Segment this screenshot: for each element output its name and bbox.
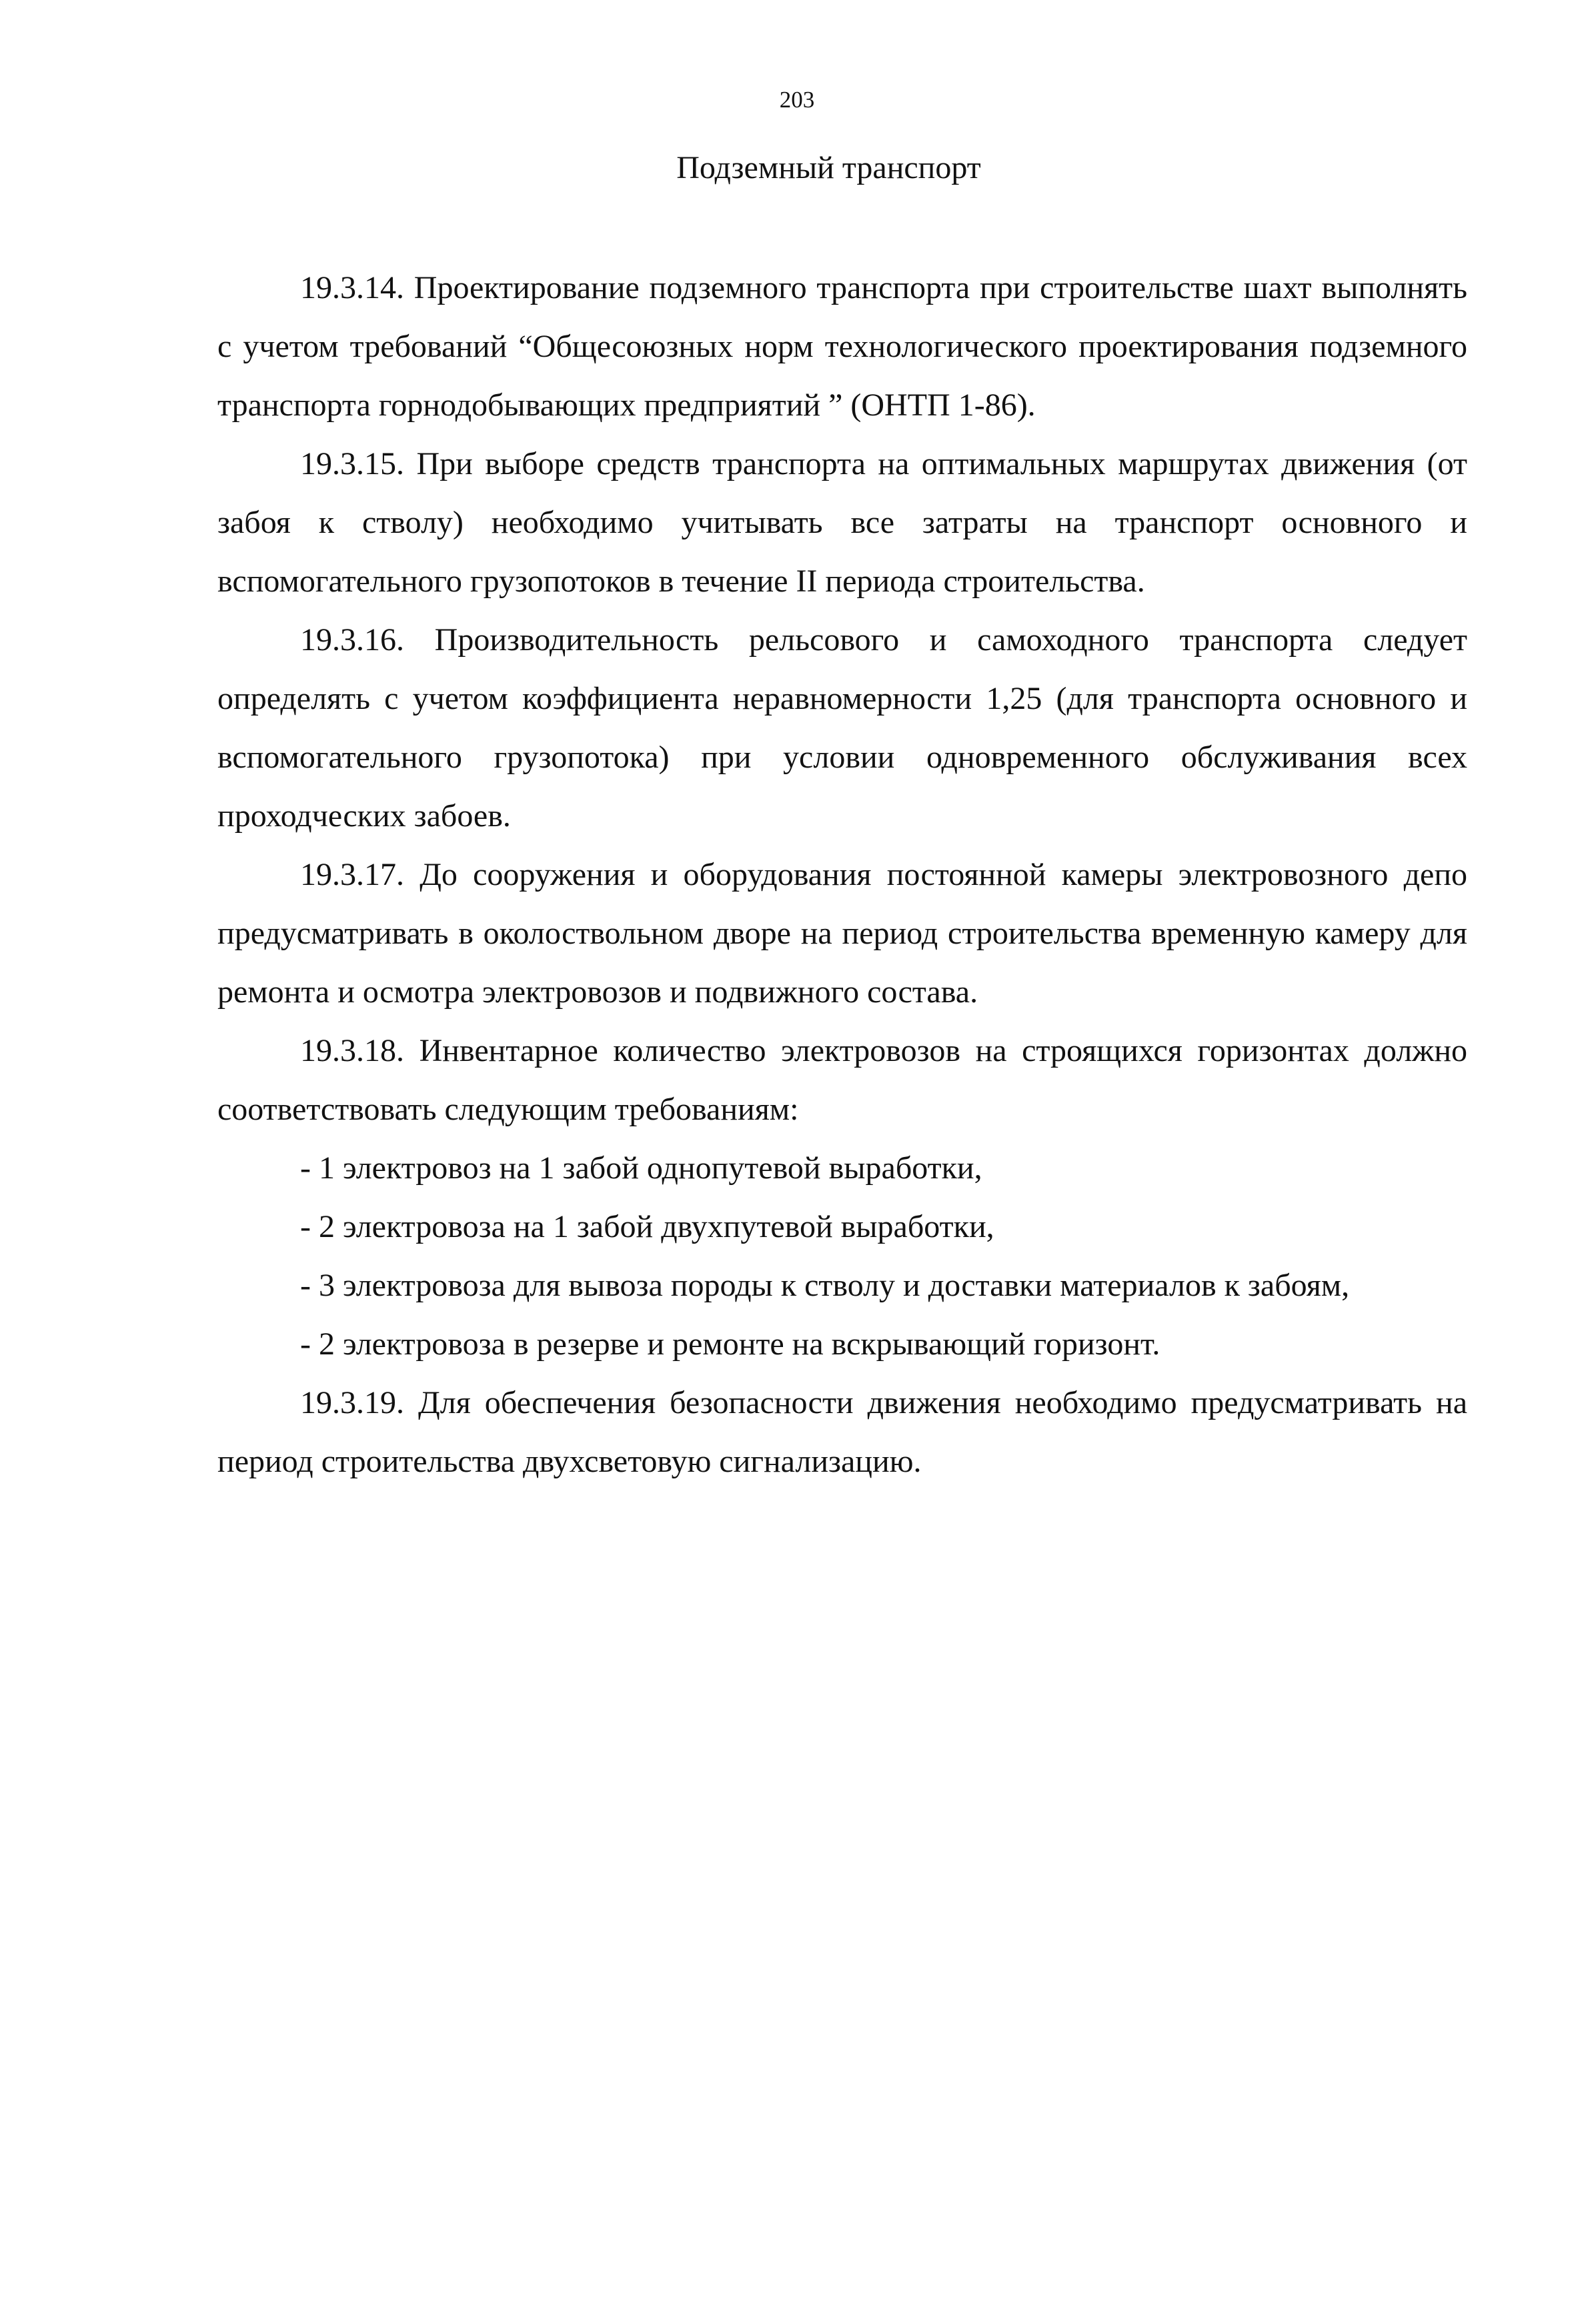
list-item: - 2 электровоза в резерве и ремонте на вскрывающий горизонт. bbox=[300, 1326, 1160, 1362]
list-item: - 2 электровоза на 1 забой двухпутевой выработки, bbox=[300, 1209, 994, 1244]
paragraph-19-3-16: 19.3.16. Производительность рельсового и самоходного транспорта следует определять с учетом коэффициента неравномерности 1,25 (для транспорта основного и вспомогательного грузопотока) при условии одновременного обслуживания всех проходческих забоев. bbox=[217, 622, 1467, 834]
paragraph-19-3-15: 19.3.15. При выборе средств транспорта на оптимальных маршрутах движения (от забоя к стволу) необходимо учитывать все затраты на транспорт основного и вспомогательного грузопотоков в течение II периода строительства. bbox=[217, 446, 1467, 599]
list-item: - 1 электровоз на 1 забой однопутевой выработки, bbox=[300, 1150, 982, 1186]
list-item: - 3 электровоза для вывоза породы к стволу и доставки материалов к забоям, bbox=[300, 1268, 1350, 1303]
section-title: Подземный транспорт bbox=[676, 150, 981, 185]
paragraph-19-3-18: 19.3.18. Инвентарное количество электровозов на строящихся горизонтах должно соответствовать следующим требованиям: bbox=[217, 1033, 1467, 1127]
paragraph-19-3-19: 19.3.19. Для обеспечения безопасности движения необходимо предусматривать на период строительства двухсветовую сигнализацию. bbox=[217, 1385, 1467, 1479]
paragraph-19-3-14: 19.3.14. Проектирование подземного транспорта при строительстве шахт выполнять с учетом требований “Общесоюзных норм технологического проектирования подземного транспорта горнодобывающих предприятий ” (ОНТП 1-86). bbox=[217, 270, 1467, 423]
paragraph-19-3-17: 19.3.17. До сооружения и оборудования постоянной камеры электровозного депо предусматривать в околоствольном дворе на период строительства временную камеру для ремонта и осмотра электровозов и подвижного состава. bbox=[217, 857, 1467, 1010]
page-number: 203 bbox=[779, 87, 815, 113]
document-body bbox=[217, 259, 1467, 1491]
